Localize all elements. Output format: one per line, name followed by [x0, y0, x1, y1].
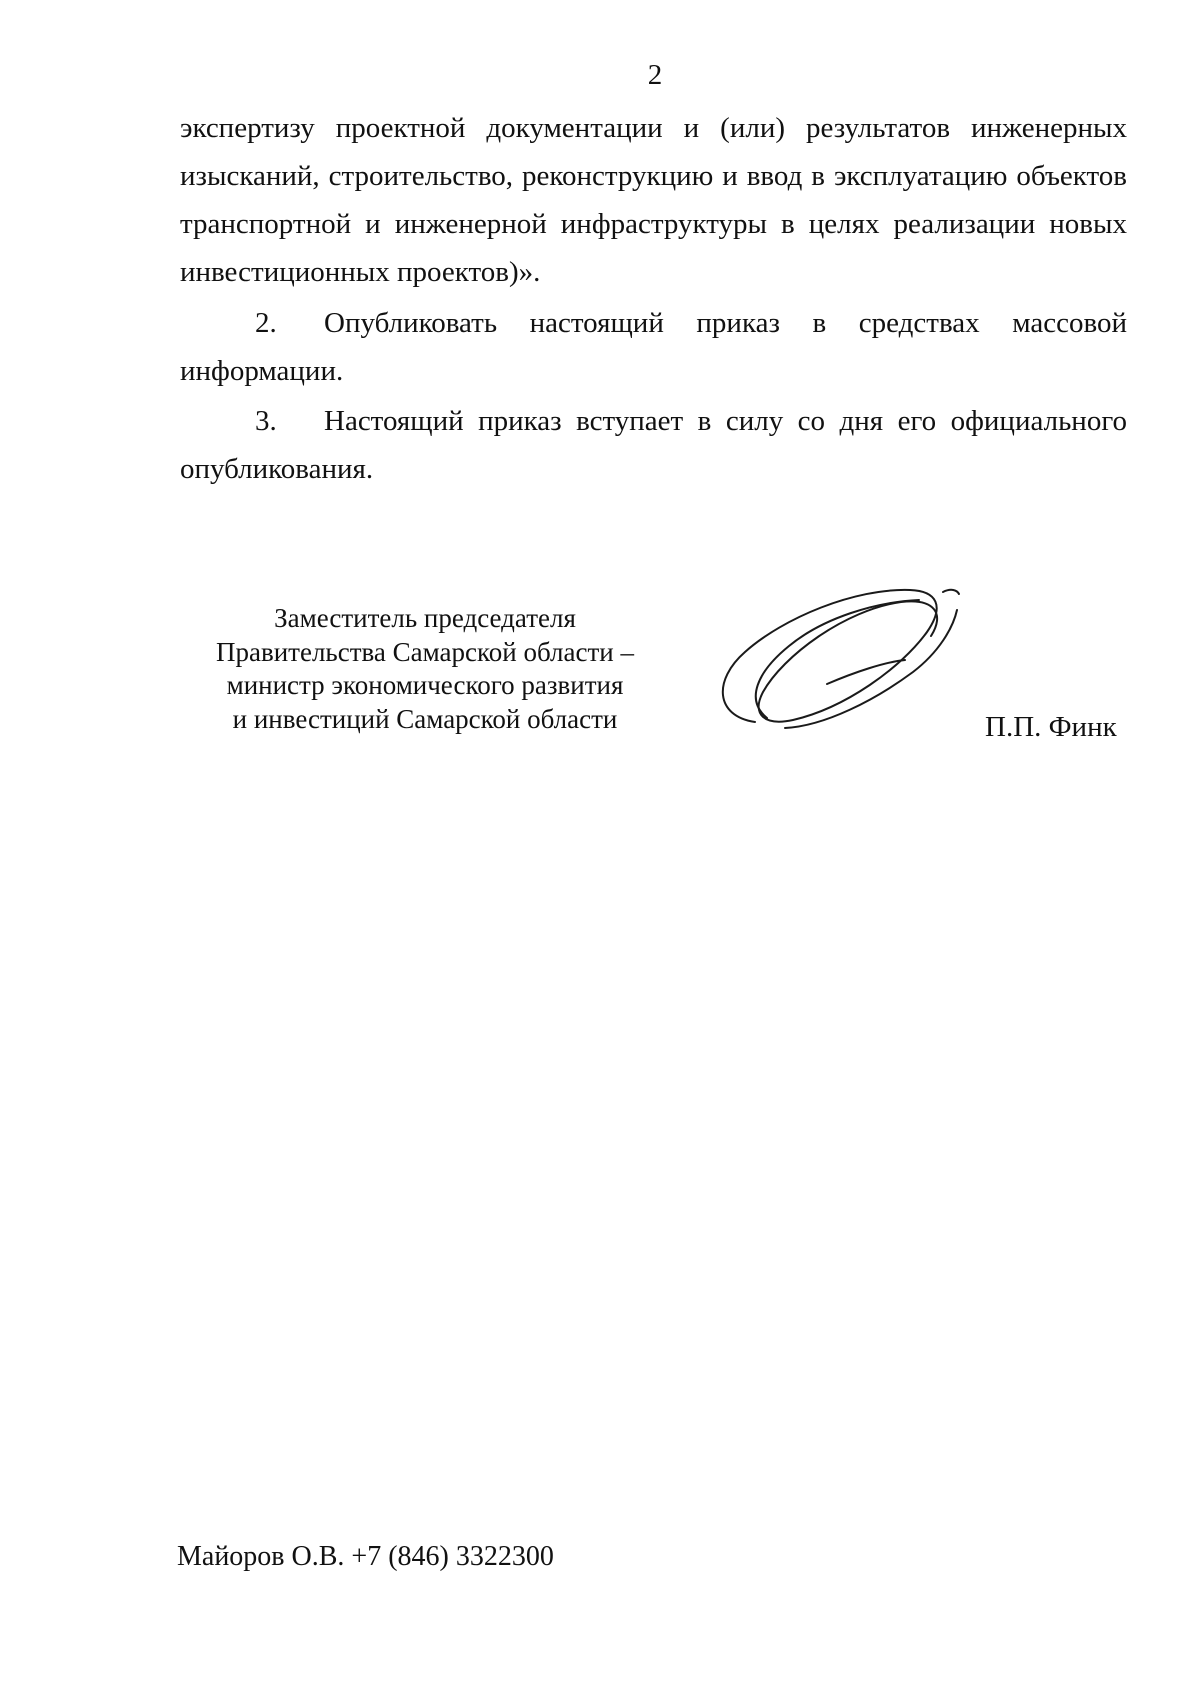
- signatory-name: П.П. Финк: [985, 711, 1117, 743]
- list-item-2: [180, 299, 1127, 395]
- list-item-3: [180, 397, 1127, 493]
- list-item-3-number: 3.: [255, 405, 277, 437]
- signatory-position-line: Правительства Самарской области –: [216, 636, 634, 667]
- page-number: 2: [647, 59, 663, 91]
- continuation-paragraph: экспертизу проектной документации и (или) результатов инженерных изысканий, строительство, реконструкцию и ввод в эксплуатацию объектов транспортной и инженерной инфраструктуры в целях реализации новых инвестиционных проектов)».: [180, 112, 1127, 288]
- handwritten-signature: [705, 580, 967, 738]
- list-item-2-text: Опубликовать настоящий приказ в средствах массовой информации.: [180, 307, 1127, 387]
- signatory-position-line: и инвестиций Самарской области: [232, 703, 618, 734]
- signatory-position-line: Заместитель председателя: [274, 603, 576, 633]
- list-item-2-number: 2.: [255, 307, 277, 339]
- executor-contact: Майоров О.В. +7 (846) 3322300: [177, 1541, 554, 1572]
- list-item-3-text: Настоящий приказ вступает в силу со дня его официального опубликования.: [180, 405, 1127, 485]
- list-item-2-paragraph: [180, 299, 1127, 395]
- signatory-position-line: министр экономического развития: [226, 670, 624, 700]
- signatory-position: [180, 602, 670, 736]
- list-item-3-paragraph: [180, 397, 1127, 493]
- continuation-paragraph-block: [180, 104, 1127, 296]
